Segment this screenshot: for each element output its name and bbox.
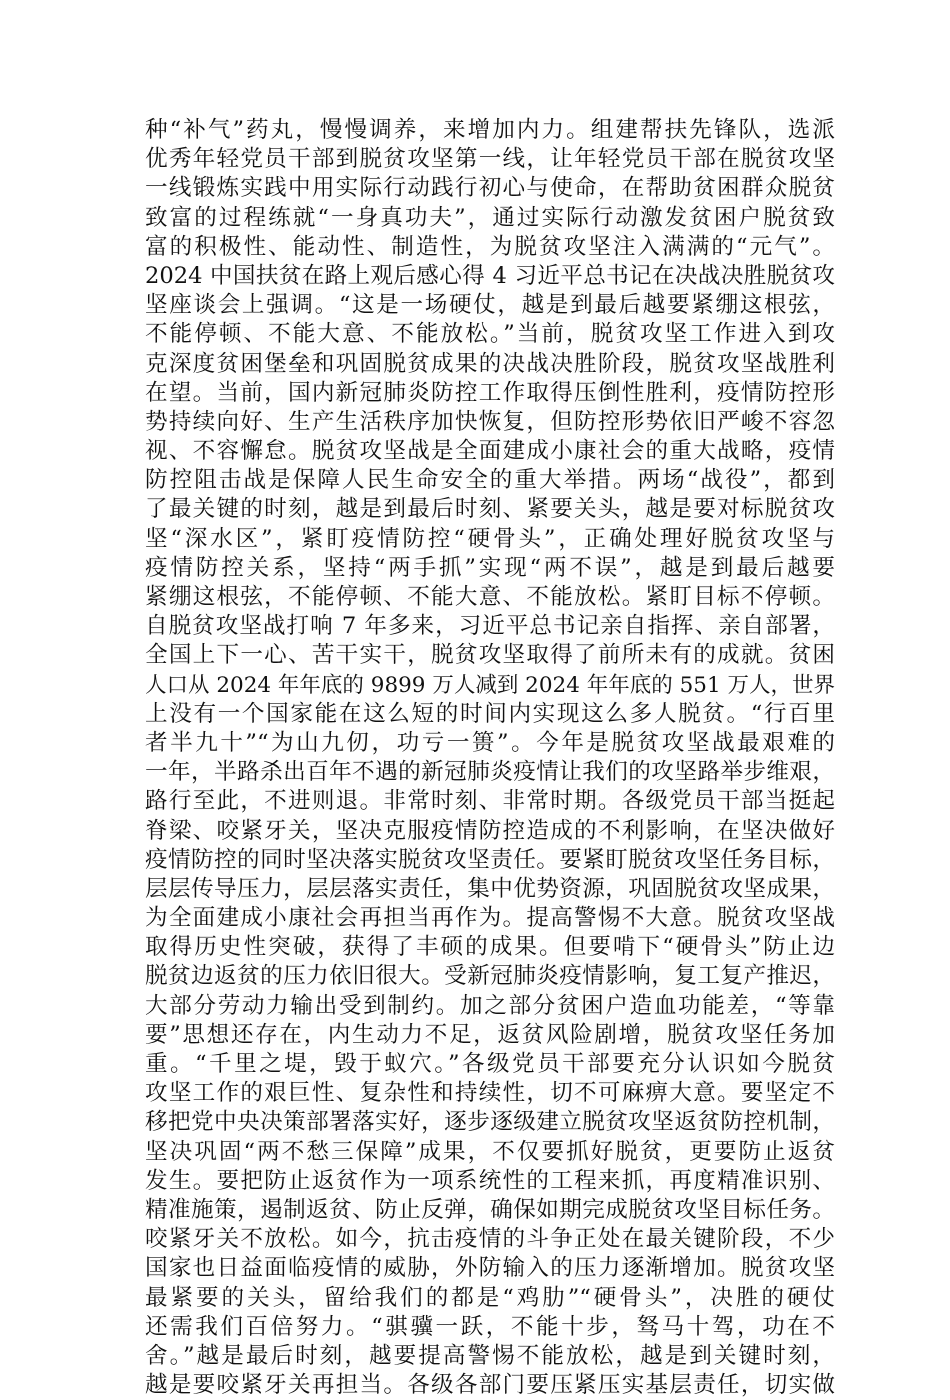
text-line: 防控阻击战是保障人民生命安全的重大举措。两场“战役”，都到 bbox=[145, 467, 835, 494]
text-line: 坚座谈会上强调。“这是一场硬仗，越是到最后越要紧绷这根弦， bbox=[145, 292, 835, 319]
text-line: 全国上下一心、苦干实干，脱贫攻坚取得了前所未有的成就。贫困 bbox=[145, 642, 835, 669]
text-line: 路行至此，不进则退。非常时刻、非常时期。各级党员干部当挺起 bbox=[145, 788, 835, 815]
text-line: 坚“深水区”，紧盯疫情防控“硬骨头”，正确处理好脱贫攻坚与 bbox=[145, 525, 835, 552]
text-line: 种“补气”药丸，慢慢调养，来增加内力。组建帮扶先锋队，选派 bbox=[145, 117, 835, 143]
text-line: 一年，半路杀出百年不遇的新冠肺炎疫情让我们的攻坚路举步维艰， bbox=[145, 759, 835, 786]
text-line: 舍。”越是最后时刻，越要提高警惕不能放松，越是到关键时刻， bbox=[145, 1342, 835, 1369]
text-line: 要”思想还存在，内生动力不足，返贫风险剧增，脱贫攻坚任务加 bbox=[145, 1021, 835, 1048]
text-line: 国家也日益面临疫情的威胁，外防输入的压力逐渐增加。脱贫攻坚 bbox=[145, 1255, 835, 1282]
text-line: 视、不容懈怠。脱贫攻坚战是全面建成小康社会的重大战略，疫情 bbox=[145, 438, 835, 465]
text-line: 脱贫边返贫的压力依旧很大。受新冠肺炎疫情影响，复工复产推迟， bbox=[145, 963, 835, 990]
text-line: 越是要咬紧牙关再担当。各级各部门要压紧压实基层责任，切实做 bbox=[145, 1372, 835, 1399]
text-line: 致富的过程练就“一身真功夫”，通过实际行动激发贫困户脱贫致 bbox=[145, 204, 835, 231]
text-line: 取得历史性突破，获得了丰硕的成果。但要啃下“硬骨头”防止边 bbox=[145, 934, 835, 961]
text-line: 势持续向好、生产生活秩序加快恢复，但防控形势依旧严峻不容忽 bbox=[145, 408, 835, 435]
text-line: 一线锻炼实践中用实际行动践行初心与使命，在帮助贫困群众脱贫 bbox=[145, 175, 835, 202]
text-line: 在望。当前，国内新冠肺炎防控工作取得压倒性胜利，疫情防控形 bbox=[145, 379, 835, 406]
text-line: 了最关键的时刻，越是到最后时刻、紧要关头，越是要对标脱贫攻 bbox=[145, 496, 835, 523]
text-line: 紧绷这根弦，不能停顿、不能大意、不能放松。紧盯目标不停顿。 bbox=[145, 584, 835, 610]
text-line: 大部分劳动力输出受到制约。加之部分贫困户造血功能差，“等靠 bbox=[145, 992, 835, 1019]
text-line: 疫情防控的同时坚决落实脱贫攻坚责任。要紧盯脱贫攻坚任务目标， bbox=[145, 846, 835, 873]
text-line: 优秀年轻党员干部到脱贫攻坚第一线，让年轻党员干部在脱贫攻坚 bbox=[145, 146, 835, 173]
text-line: 咬紧牙关不放松。如今，抗击疫情的斗争正处在最关键阶段，不少 bbox=[145, 1226, 835, 1253]
text-line: 重。“千里之堤，毁于蚁穴。”各级党员干部要充分认识如今脱贫 bbox=[145, 1051, 835, 1077]
text-line: 层层传导压力，层层落实责任，集中优势资源，巩固脱贫攻坚成果， bbox=[145, 875, 835, 902]
text-line: 者半九十”“为山九仞，功亏一篑”。今年是脱贫攻坚战最艰难的 bbox=[145, 729, 835, 756]
text-line: 移把党中央决策部署落实好，逐步逐级建立脱贫攻坚返贫防控机制， bbox=[145, 1109, 835, 1136]
text-line: 还需我们百倍努力。“骐骥一跃，不能十步，驽马十驾，功在不 bbox=[145, 1313, 835, 1340]
text-line: 富的积极性、能动性、制造性，为脱贫攻坚注入满满的“元气”。 bbox=[145, 233, 835, 260]
text-line: 人口从 2024 年年底的 9899 万人减到 2024 年年底的 551 万人，世界 bbox=[145, 672, 835, 698]
text-line: 2024 中国扶贫在路上观后感心得 4 习近平总书记在决战决胜脱贫攻 bbox=[145, 262, 835, 289]
text-line: 不能停顿、不能大意、不能放松。”当前，脱贫攻坚工作进入到攻 bbox=[145, 321, 835, 348]
text-line: 最紧要的关头，留给我们的都是“鸡肋”“硬骨头”，决胜的硬仗 bbox=[145, 1284, 835, 1311]
text-line: 自脱贫攻坚战打响 7 年多来，习近平总书记亲自指挥、亲自部署， bbox=[145, 613, 835, 640]
text-line: 攻坚工作的艰巨性、复杂性和持续性，切不可麻痹大意。要坚定不 bbox=[145, 1080, 835, 1107]
text-line: 精准施策，遏制返贫、防止反弹，确保如期完成脱贫攻坚目标任务。 bbox=[145, 1196, 835, 1223]
body-text bbox=[145, 116, 835, 1400]
text-line: 为全面建成小康社会再担当再作为。提高警惕不大意。脱贫攻坚战 bbox=[145, 905, 835, 932]
text-line: 发生。要把防止返贫作为一项系统性的工程来抓，再度精准识别、 bbox=[145, 1167, 835, 1194]
text-line: 克深度贫困堡垒和巩固脱贫成果的决战决胜阶段，脱贫攻坚战胜利 bbox=[145, 350, 835, 377]
text-line: 上没有一个国家能在这么短的时间内实现这么多人脱贫。“行百里 bbox=[145, 700, 835, 727]
text-line: 疫情防控关系，坚持“两手抓”实现“两不误”，越是到最后越要 bbox=[145, 554, 835, 581]
text-line: 坚决巩固“两不愁三保障”成果，不仅要抓好脱贫，更要防止返贫 bbox=[145, 1138, 835, 1165]
text-line: 脊梁、咬紧牙关，坚决克服疫情防控造成的不利影响，在坚决做好 bbox=[145, 817, 835, 844]
